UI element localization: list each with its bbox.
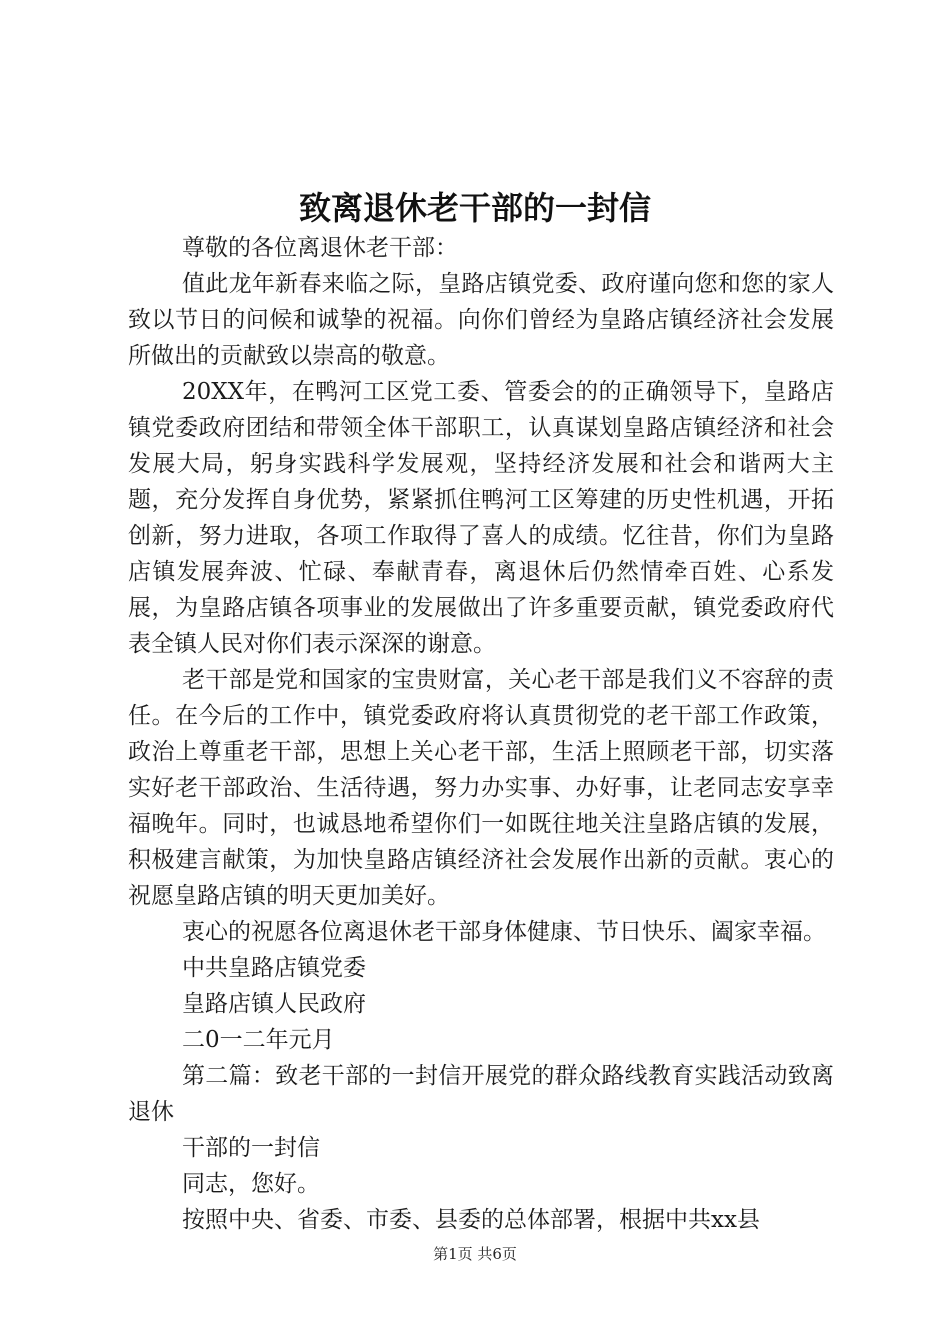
page-number: 第1页 共6页 bbox=[433, 1245, 517, 1263]
document-body bbox=[128, 230, 834, 1238]
greeting: 同志，您好。 bbox=[182, 1171, 320, 1197]
signature-party-committee: 中共皇路店镇党委 bbox=[182, 955, 366, 981]
salutation: 尊敬的各位离退休老干部： bbox=[182, 235, 458, 261]
signature-government: 皇路店镇人民政府 bbox=[182, 991, 366, 1017]
paragraph: 按照中央、省委、市委、县委的总体部署，根据中共xx县 bbox=[182, 1207, 760, 1233]
paragraph: 值此龙年新春来临之际，皇路店镇党委、政府谨向您和您的家人致以节日的问候和诚挚的祝福。向你们曾经为皇路店镇经济社会发展所做出的贡献致以崇高的敬意。 bbox=[128, 271, 834, 369]
signature-date: 二0一二年元月 bbox=[182, 1027, 335, 1053]
section-heading-continued: 干部的一封信 bbox=[182, 1135, 320, 1161]
document-title: 致离退休老干部的一封信 bbox=[298, 189, 651, 227]
paragraph: 20XX年，在鸭河工区党工委、管委会的的正确领导下，皇路店镇党委政府团结和带领全体干部职工，认真谋划皇路店镇经济和社会发展大局，躬身实践科学发展观，坚持经济发展和社会和谐两大主题，充分发挥自身优势，紧紧抓住鸭河工区筹建的历史性机遇，开拓创新，努力进取，各项工作取得了喜人的成绩。忆往昔，你们为皇路店镇发展奔波、忙碌、奉献青春，离退休后仍然情牵百姓、心系发展，为皇路店镇各项事业的发展做出了许多重要贡献，镇党委政府代表全镇人民对你们表示深深的谢意。 bbox=[128, 379, 834, 657]
section-heading: 第二篇：致老干部的一封信开展党的群众路线教育实践活动致离退休 bbox=[128, 1063, 834, 1125]
paragraph: 老干部是党和国家的宝贵财富，关心老干部是我们义不容辞的责任。在今后的工作中，镇党委政府将认真贯彻党的老干部工作政策，政治上尊重老干部，思想上关心老干部，生活上照顾老干部，切实落实好老干部政治、生活待遇，努力办实事、办好事，让老同志安享幸福晚年。同时，也诚恳地希望你们一如既往地关注皇路店镇的发展，积极建言献策，为加快皇路店镇经济社会发展作出新的贡献。衷心的祝愿皇路店镇的明天更加美好。 bbox=[128, 667, 834, 909]
paragraph: 衷心的祝愿各位离退休老干部身体健康、节日快乐、阖家幸福。 bbox=[182, 919, 826, 945]
